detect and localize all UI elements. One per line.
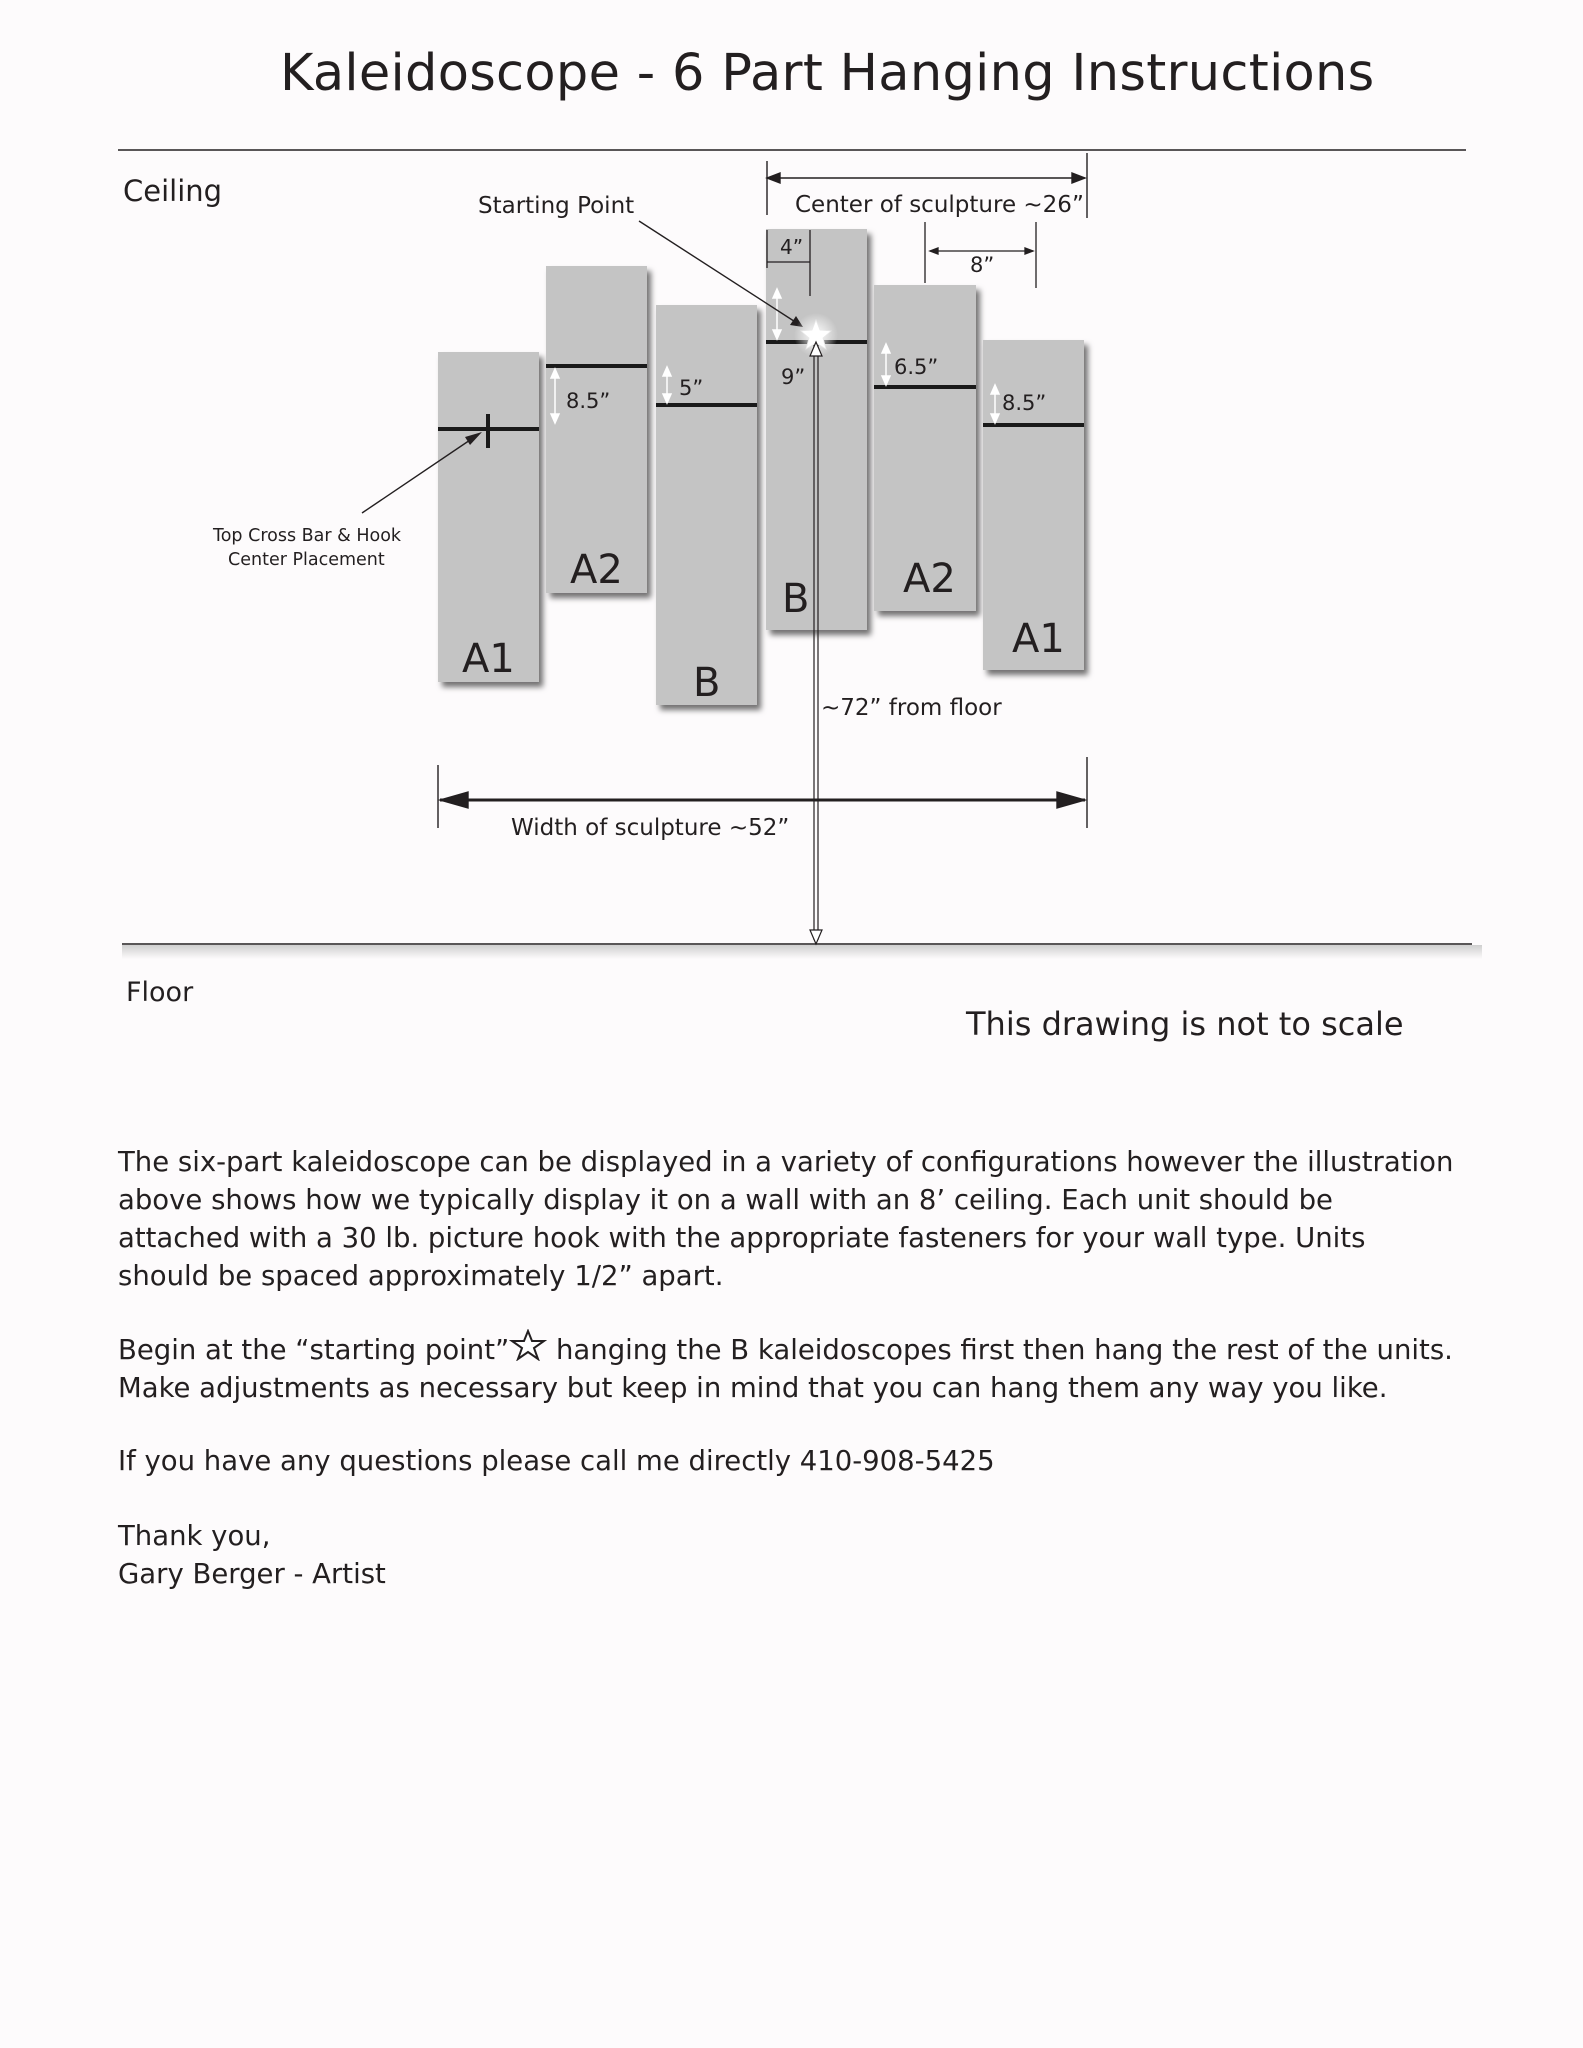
from-floor-label: ~72” from floor xyxy=(821,695,1002,721)
panel-b-center xyxy=(766,229,867,630)
panel-label-b-left: B xyxy=(693,660,721,706)
instruction-paragraph-1: The six-part kaleidoscope can be displayed in a variety of configurations however the illustration above shows how we typically display it on a wall with an 8’ ceiling. Each unit should be attached with a 30 lb. picture hook with the appropriate fasteners for your wall type. Units should be spaced approximately 1/2” apart. xyxy=(118,1146,1454,1292)
center-label: Center of sculpture ~26” xyxy=(795,192,1084,218)
instruction-paragraph-2 xyxy=(118,1329,1458,1407)
panel-label-b-center: B xyxy=(782,576,810,622)
dim-label-65: 6.5” xyxy=(894,355,939,379)
dim-label-9: 9” xyxy=(781,365,806,389)
panel-label-a1-left: A1 xyxy=(462,636,515,682)
panel-a2-left xyxy=(546,266,647,593)
paragraph-2-end: hanging the B kaleidoscopes first then hang the rest of the units. Make adjustments as necessary but keep in mind that you can hang them any way you like. xyxy=(118,1334,1453,1404)
panel-a1-left xyxy=(438,352,539,682)
not-to-scale-note: This drawing is not to scale xyxy=(966,1005,1404,1043)
dim-label-8: 8” xyxy=(970,253,995,277)
paragraph-2-start: Begin at the “starting point” xyxy=(118,1334,510,1366)
dim-label-85-left: 8.5” xyxy=(566,389,611,413)
width-label: Width of sculpture ~52” xyxy=(511,815,790,841)
panel-label-a1-right: A1 xyxy=(1012,616,1065,662)
star-icon xyxy=(509,1329,547,1361)
closing-line: Thank you, xyxy=(118,1520,271,1552)
panel-label-a2-right: A2 xyxy=(903,556,956,602)
dim-label-4: 4” xyxy=(780,235,804,259)
page-title: Kaleidoscope - 6 Part Hanging Instructions xyxy=(280,44,1375,103)
floor-label: Floor xyxy=(126,977,194,1008)
crossbar-label-line2: Center Placement xyxy=(228,550,385,570)
dim-label-5: 5” xyxy=(679,376,704,400)
panel-b-left xyxy=(656,305,757,705)
floor-shade xyxy=(122,945,1482,959)
panel-label-a2-left: A2 xyxy=(570,547,623,593)
dim-label-85-right: 8.5” xyxy=(1002,391,1047,415)
crossbar-label-line1: Top Cross Bar & Hook xyxy=(213,526,402,546)
sign-off xyxy=(118,1517,1458,1593)
ceiling-label: Ceiling xyxy=(123,174,223,208)
starting-point-label: Starting Point xyxy=(478,193,635,219)
contact-paragraph: If you have any questions please call me directly 410-908-5425 xyxy=(118,1445,995,1477)
signature-line: Gary Berger - Artist xyxy=(118,1558,386,1590)
